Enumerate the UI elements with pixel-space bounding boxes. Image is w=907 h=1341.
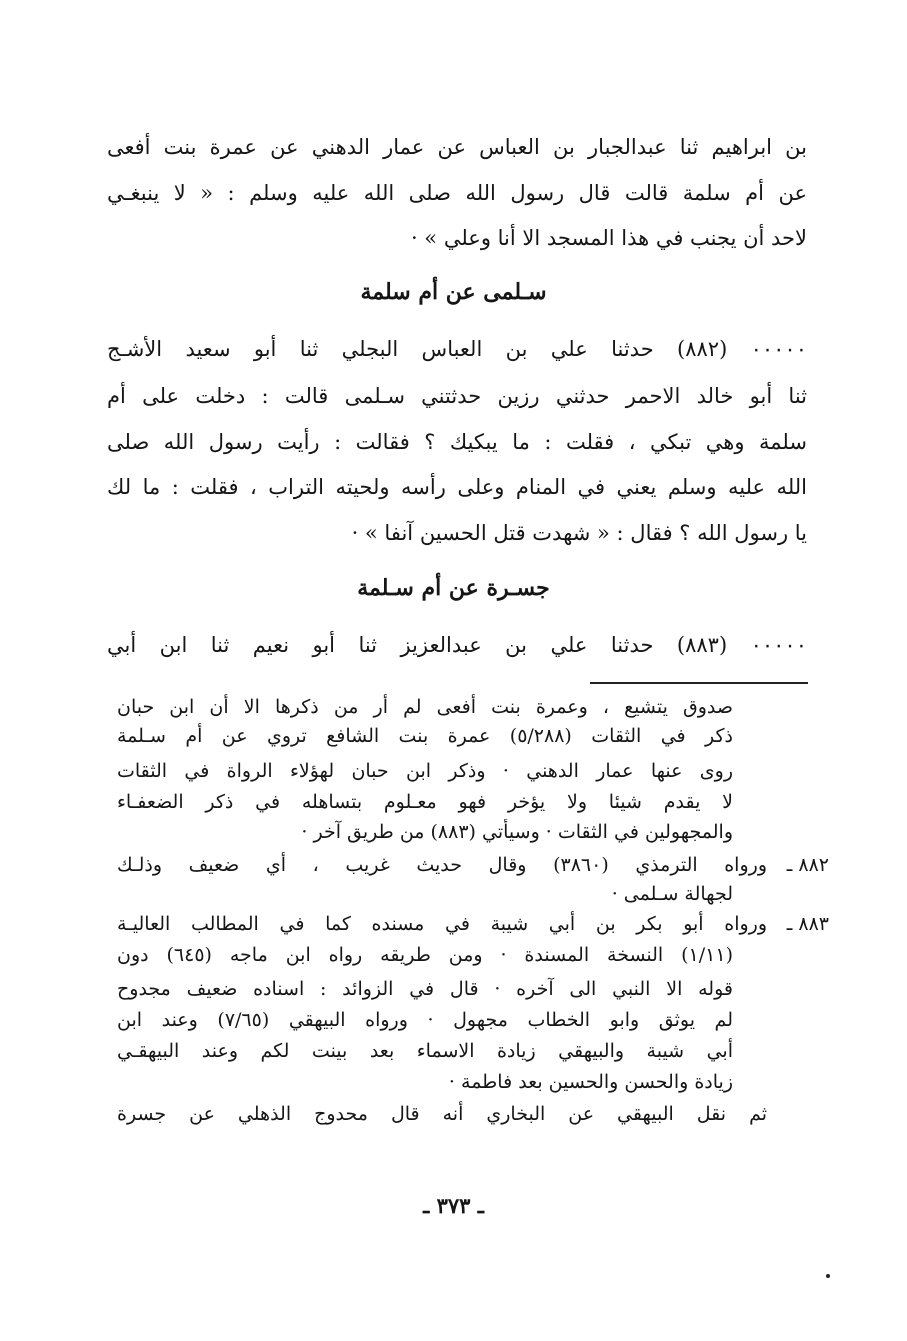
footnote-line: (١/١١) النسخة المسندة · ومن طريقه رواه ابن ماجه (٦٤٥) دون	[117, 944, 733, 966]
body-line: الله عليه وسلم يعني في المنام وعلى رأسه ولحيته التراب ، فقلت : ما لك	[107, 475, 807, 499]
footnote-line: لجهالة سـلمى ·	[611, 883, 733, 905]
footnote-line: لم يوثق وابو الخطاب مجهول · ورواه البيهقي (٧/٦٥) وعند ابن	[117, 1009, 733, 1031]
body-line: بن ابراهيم ثنا عبدالجبار بن العباس عن عمار الدهني عن عمرة بنت أفعى	[107, 135, 807, 159]
body-line: يا رسول الله ؟ فقال : « شهدت قتل الحسين آنفا » ·	[351, 521, 807, 545]
footnote-number: ٨٨٣ ـ	[786, 913, 829, 935]
body-line: ٠٠٠٠٠ (٨٨٣) حدثنا علي بن عبدالعزيز ثنا أبو نعيم ثنا ابن أبي	[107, 633, 807, 657]
footnote-line: زيادة والحسن والحسين بعد فاطمة ·	[448, 1071, 733, 1093]
footnote-line: والمجهولين في الثقات · وسيأتي (٨٨٣) من طريق آخر ·	[301, 821, 733, 843]
body-line: سلمة وهي تبكي ، فقلت : ما يبكيك ؟ فقالت : رأيت رسول الله صلى	[107, 430, 807, 454]
body-line: عن أم سلمة قالت قال رسول الله صلى الله عليه وسلم : « لا ينبغـي	[107, 181, 807, 205]
body-line: ثنا أبو خالد الاحمر حدثني رزين حدثتني سـلمى قالت : دخلت على أم	[107, 384, 807, 408]
page-number: ـ ٣٧٣ ـ	[423, 1193, 484, 1218]
body-line: لاحد أن يجنب في هذا المسجد الا أنا وعلي » ·	[410, 226, 807, 250]
footnote-line: ثم نقل البيهقي عن البخاري أنه قال محدوج الذهلي عن جسرة	[117, 1103, 767, 1125]
footnote-line: ورواه الترمذي (٣٨٦٠) وقال حديث غريب ، أي ضعيف وذلـك	[117, 854, 767, 876]
footnote-line: صدوق يتشيع ، وعمرة بنت أفعى لم أر من ذكرها الا أن ابن حبان	[117, 696, 733, 718]
footnote-line: روى عنها عمار الدهني · وذكر ابن حبان لهؤلاء الرواة في الثقات	[117, 760, 733, 782]
body-line: ٠٠٠٠٠ (٨٨٢) حدثنا علي بن العباس البجلي ثنا أبو سعيد الأشـج	[107, 337, 807, 361]
ink-speck	[826, 1274, 830, 1278]
footnote-number: ٨٨٢ ـ	[786, 854, 829, 876]
footnote-line: لا يقدم شيئا ولا يؤخر فهو معـلوم بتساهله في ذكر الضعفـاء	[117, 791, 733, 813]
footnote-line: ذكر في الثقات (٥/٢٨٨) عمرة بنت الشافع تروي عن أم سـلمة	[117, 725, 733, 747]
section-heading: سـلمى عن أم سلمة	[360, 279, 547, 305]
section-heading: جسـرة عن أم سـلمة	[357, 575, 550, 601]
footnote-line: قوله الا النبي الى آخره · قال في الزوائد : اسناده ضعيف مجدوح	[117, 978, 733, 1000]
footnote-line: أبي شيبة والبيهقي زيادة الاسماء بعد بينت لكم وعند البيهقـي	[117, 1040, 733, 1062]
footnote-line: ورواه أبو بكر بن أبي شيبة في مسنده كما في المطالب العاليـة	[117, 913, 767, 935]
footnote-separator	[590, 682, 808, 684]
